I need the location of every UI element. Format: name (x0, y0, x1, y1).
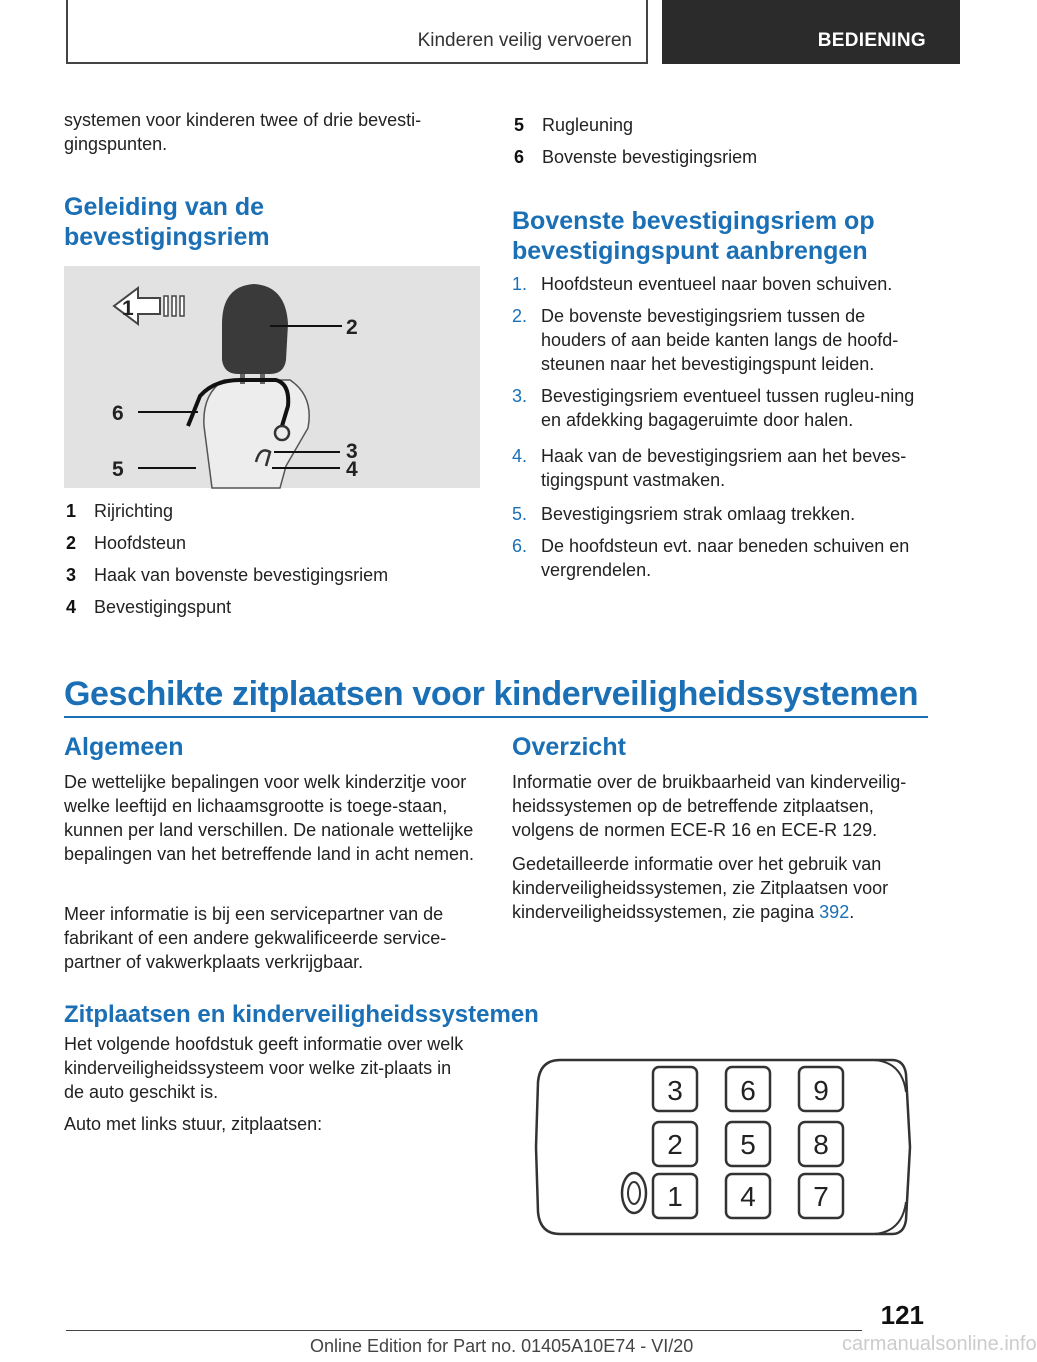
legend-label: Rugleuning (542, 115, 634, 135)
page-link-392[interactable]: 392 (819, 902, 850, 922)
fig-label-2: 2 (346, 316, 358, 339)
zitplaatsen-paragraph-1: Het volgende hoofdstuk geeft informatie over welk kinderveiligheidssysteem voor welke zit-plaats in de auto geschikt is. (64, 1034, 464, 1102)
legend-num: 1 (66, 501, 77, 521)
intro-text: systemen voor kinderen twee of drie bevesti-gingspunten. (64, 110, 422, 154)
overzicht-text-end: . (849, 902, 855, 922)
header-section-box (66, 0, 648, 64)
step-text: De bovenste bevestigingsriem tussen de houders of aan beide kanten langs de hoofd-steunen naar het bevestigingspunt leiden. (541, 306, 899, 374)
header-section-title: Kinderen veilig vervoeren (417, 30, 632, 51)
overzicht-text: Gedetailleerde informatie over het gebruik van kinderveiligheidssystemen, zie Zitplaatsen voor kinderveiligheidssystemen, zie pagina (512, 854, 889, 922)
footer-watermark: carmanualsonline.info (842, 1333, 1037, 1355)
step-text: Haak van de bevestigingsriem aan het beves-tigingspunt vastmaken. (541, 446, 907, 490)
step-number: 1. (512, 274, 528, 294)
seat-number-2: 2 (667, 1129, 683, 1160)
legend-num: 6 (514, 147, 525, 167)
page-number: 121 (880, 1300, 924, 1330)
legend-num: 2 (66, 533, 77, 553)
legend-label: Haak van bovenste bevestigingsriem (94, 565, 389, 585)
footer-edition: Online Edition for Part no. 01405A10E74 - VI/20 (310, 1336, 694, 1356)
seat-number-3: 3 (667, 1075, 683, 1106)
step-text: Bevestigingsriem eventueel tussen rugleu-ning en afdekking bagageruimte door halen. (541, 386, 915, 430)
step-text: Hoofdsteun eventueel naar boven schuiven. (541, 274, 893, 294)
overzicht-paragraph-2 (512, 852, 932, 924)
header-chapter-title: BEDIENING (817, 30, 926, 51)
step-number: 3. (512, 386, 528, 406)
section-title: Geschikte zitplaatsen voor kinderveiligheidssystemen (64, 675, 919, 713)
seat-number-4: 4 (740, 1181, 756, 1212)
step-number: 4. (512, 446, 528, 466)
step-number: 6. (512, 536, 528, 556)
header-chapter-box (662, 0, 960, 64)
step-text: Bevestigingsriem strak omlaag trekken. (541, 504, 856, 524)
heading-algemeen: Algemeen (64, 733, 184, 761)
legend-num: 4 (66, 597, 77, 617)
fig-label-4: 4 (346, 458, 358, 481)
legend-label: Bevestigingspunt (94, 597, 232, 617)
step-number: 5. (512, 504, 528, 524)
heading-zitplaatsen: Zitplaatsen en kinderveiligheidssystemen (64, 1001, 539, 1028)
fig-label-6: 6 (112, 402, 124, 425)
overzicht-paragraph-1: Informatie over de bruikbaarheid van kinderveilig-heidssystemen op de betreffende zitplaatsen, volgens de normen ECE-R 16 en ECE-R 129. (512, 772, 907, 840)
legend-num: 3 (66, 565, 77, 585)
seat-diagram-illustration (530, 1052, 912, 1242)
seat-number-8: 8 (813, 1129, 829, 1160)
heading-aanbrengen: Bovenste bevestigingsriem op bevestigingspunt aanbrengen (512, 207, 875, 265)
legend-label: Rijrichting (94, 501, 174, 521)
legend-label: Hoofdsteun (94, 533, 187, 553)
section-title-rule (64, 716, 928, 718)
heading-overzicht: Overzicht (512, 733, 626, 761)
fig-label-5: 5 (112, 458, 124, 481)
algemeen-paragraph-2: Meer informatie is bij een servicepartner van de fabrikant of een andere gekwalificeerde service-partner of vakwerkplaats verkrijgbaar. (64, 904, 447, 972)
fig-label-1: 1 (122, 297, 134, 320)
seat-number-7: 7 (813, 1181, 829, 1212)
step-number: 2. (512, 306, 528, 326)
seat-number-9: 9 (813, 1075, 829, 1106)
seat-number-6: 6 (740, 1075, 756, 1106)
algemeen-paragraph-1: De wettelijke bepalingen voor welk kinderzitje voor welke leeftijd en lichaamsgrootte is toege-staan, kunnen per land verschillen. De nationale wettelijke bepalingen van het betreffende land in acht nemen. (64, 772, 474, 864)
seat-number-1: 1 (667, 1181, 683, 1212)
zitplaatsen-paragraph-2: Auto met links stuur, zitplaatsen: (64, 1114, 323, 1134)
step-text: De hoofdsteun evt. naar beneden schuiven en vergrendelen. (541, 536, 910, 580)
headrest-illustration (64, 266, 480, 488)
legend-label: Bovenste bevestigingsriem (542, 147, 758, 167)
heading-geleiding: Geleiding van de bevestigingsriem (64, 193, 270, 251)
fig-label-3: 3 (346, 440, 358, 463)
legend-num: 5 (514, 115, 525, 135)
footer-rule (66, 1330, 862, 1331)
figure-headrest (64, 266, 480, 488)
seat-number-5: 5 (740, 1129, 756, 1160)
seat-diagram (530, 1052, 912, 1242)
